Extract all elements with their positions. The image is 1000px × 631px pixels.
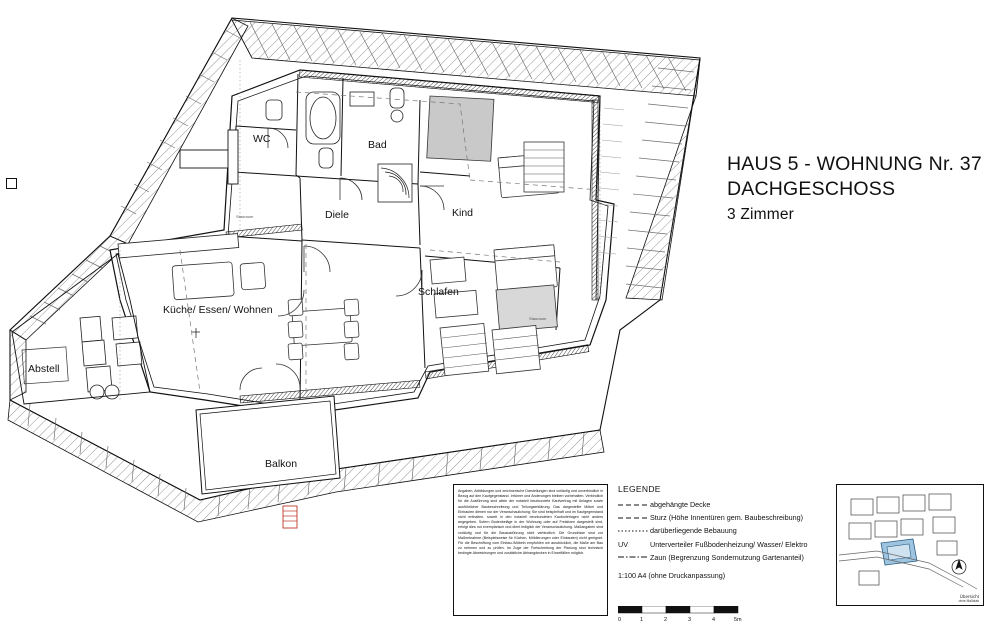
- room-label-diele: Diele: [325, 209, 349, 221]
- svg-text:4: 4: [712, 617, 716, 622]
- dashdot-line-icon: [618, 554, 650, 560]
- svg-text:2: 2: [664, 617, 668, 622]
- svg-text:5m: 5m: [734, 617, 742, 622]
- room-label-wc: WC: [253, 133, 271, 145]
- plan-title-block: [727, 152, 997, 225]
- dotted-line-icon: [618, 528, 650, 534]
- plan-title-line-3: 3 Zimmer: [727, 205, 795, 223]
- svg-text:0: 0: [618, 617, 622, 622]
- scale-label: 1:100 A4 (ohne Druckanpassung): [618, 570, 726, 580]
- legend-title: LEGENDE: [618, 484, 661, 494]
- legal-note-text: Angaben, Abbildungen und zeichnerische Darstellungen sind vorläufig und unverbindlich in Bezug auf den Kaufgegenstand. Irrtümer und Änderungen bleiben vorbehalten. Verbindlich für die Ausführung sind allein der notariell beurkundete Kaufvertrag mit Anlagen sowie ausführlicher Baubeschreibung und Teilungserklärung. Das dargestellte Möbel und Einbauten dienen nur der Veranschaulichung; Sie sind beispielhaft und im Kaufgegenstand nicht enthalten, soweit in den notariell beurkundeten Kaufunterlagen nicht anders angegeben. Sofern Bodenbeläge in der Wohnung oder auf Freisitzen dargestellt sind, erfolgt dies nur exemplarisch und dient lediglich der Veranschaulichung. Maßangaben sind vorläufig und für die Bauausführung nicht verbindlich. Die Grundrisse sind zur Maßentnahme (Beispielsweise für Küchen, Möblierungen oder Einbauten) nicht geeignet. Für die Beschriftung vom Einbau-/Möbeln empfohlen wir ausdrücklich, die Maße am Bau zu nehmen und zu prüfen. Im Zuge der Fortschreitung der Planung sind technisch bedingte Abweichungen und zusätzliche Abhangdecken in Einzelfällen möglich.: [453, 484, 608, 616]
- plan-note-stauraum-1: Stauraum: [529, 316, 547, 321]
- site-map-caption-title: Übersicht: [959, 594, 979, 599]
- plan-note-stauraum-2: Stauraum: [236, 214, 254, 219]
- room-label-kind: Kind: [452, 207, 474, 219]
- site-map-caption-sub: ohne Maßstab: [958, 599, 979, 603]
- uv-code-icon: [618, 540, 650, 549]
- legend-item-zaun: [618, 553, 823, 562]
- room-label-bad: Bad: [368, 139, 387, 151]
- legend-entries: [618, 484, 823, 580]
- legend-item-label: abgehängte Decke: [650, 500, 711, 509]
- site-overview-map: [836, 484, 984, 606]
- legend-item-label: darüberliegende Bebauung: [650, 526, 737, 536]
- room-label-balkon: Balkon: [265, 458, 298, 470]
- site-map-caption: [959, 594, 979, 603]
- svg-text:3: 3: [688, 617, 692, 622]
- room-label-abstell: Abstell: [28, 363, 60, 375]
- legend-item-darueberliegende-bebauung: [618, 526, 823, 535]
- legend-item-sturz: [618, 513, 823, 522]
- legend-item-label: Zaun (Begrenzung Sondernutzung Gartenanteil): [650, 552, 804, 562]
- room-label-schlafen: Schlafen: [418, 286, 459, 298]
- room-label-kueche-essen-wohnen: Küche/ Essen/ Wohnen: [163, 304, 273, 316]
- legend-item-abgehaengte-decke: [618, 500, 823, 509]
- legend-item-label: Sturz (Höhe Innentüren gem. Baubeschreibung): [650, 513, 804, 523]
- dashed-line-icon: [618, 502, 650, 508]
- legend-block: [453, 484, 823, 624]
- svg-text:1: 1: [640, 617, 644, 622]
- legend-item-code: UV: [618, 539, 628, 549]
- plan-title-line-1: HAUS 5 - WOHNUNG Nr. 37: [727, 153, 982, 175]
- scale-bar: [618, 606, 778, 622]
- legend-item-label: Unterverteiler Fußbodenheizung/ Wasser/ Elektro: [650, 539, 808, 549]
- legend-item-uv: [618, 540, 823, 549]
- plan-title-line-2: DACHGESCHOSS: [727, 177, 896, 200]
- plan-corner-marker: [6, 178, 17, 189]
- dashed-line-icon: [618, 515, 650, 521]
